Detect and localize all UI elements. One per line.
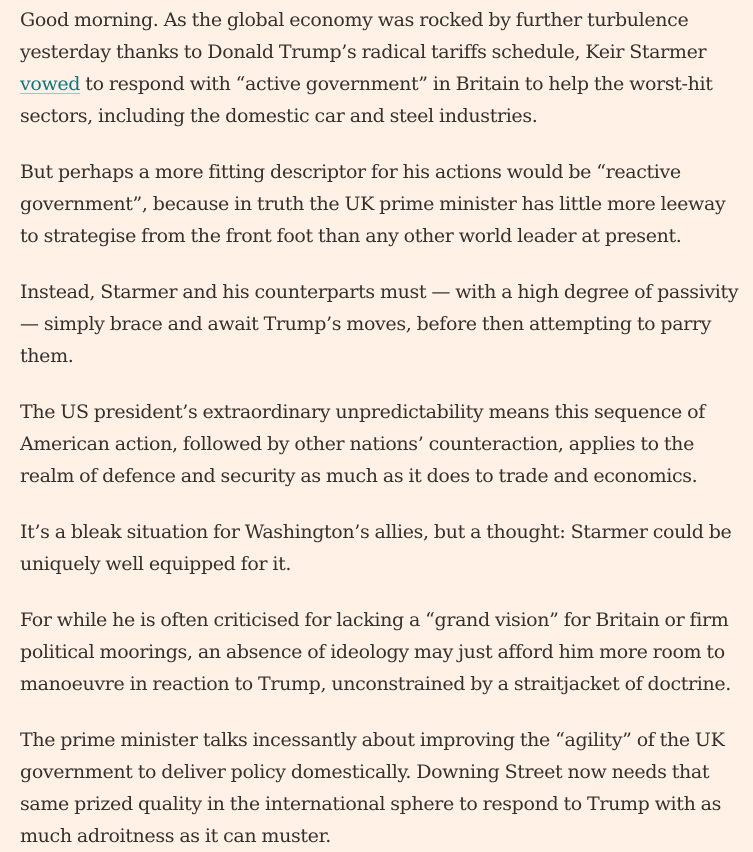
paragraph-3: Instead, Starmer and his counterparts must — with a high degree of passivity — simply brace and await Trump’s moves, before then attempting to parry them.: [20, 281, 739, 367]
paragraph-1-text-end: to respond with “active government” in Britain to help the worst-hit sectors, including the domestic car and steel industries.: [20, 73, 713, 127]
paragraph-2: But perhaps a more fitting descriptor for his actions would be “reactive government”, because in truth the UK prime minister has little more leeway to strategise from the front foot than any other world leader at present.: [20, 161, 726, 247]
vowed-link[interactable]: vowed: [20, 73, 81, 95]
paragraph-6: For while he is often criticised for lacking a “grand vision” for Britain or firm political moorings, an absence of ideology may just afford him more room to manoeuvre in reaction to Trump, unconstrained by a straitjacket of doctrine.: [20, 609, 731, 695]
paragraph-5: It’s a bleak situation for Washington’s allies, but a thought: Starmer could be uniquely well equipped for it.: [20, 521, 732, 575]
paragraph-1: [20, 4, 739, 132]
paragraph-7: The prime minister talks incessantly about improving the “agility” of the UK government to deliver policy domestically. Downing Street now needs that same prized quality in the international sphere to respond to Trump with as much adroitness as it can muster.: [20, 729, 725, 847]
paragraph-4: The US president’s extraordinary unpredictability means this sequence of American action, followed by other nations’ counteraction, applies to the realm of defence and security as much as it does to trade and economics.: [20, 401, 705, 487]
paragraph-1-text-start: Good morning. As the global economy was rocked by further turbulence yesterday thanks to Donald Trump’s radical tariffs schedule, Keir Starmer: [20, 9, 707, 63]
